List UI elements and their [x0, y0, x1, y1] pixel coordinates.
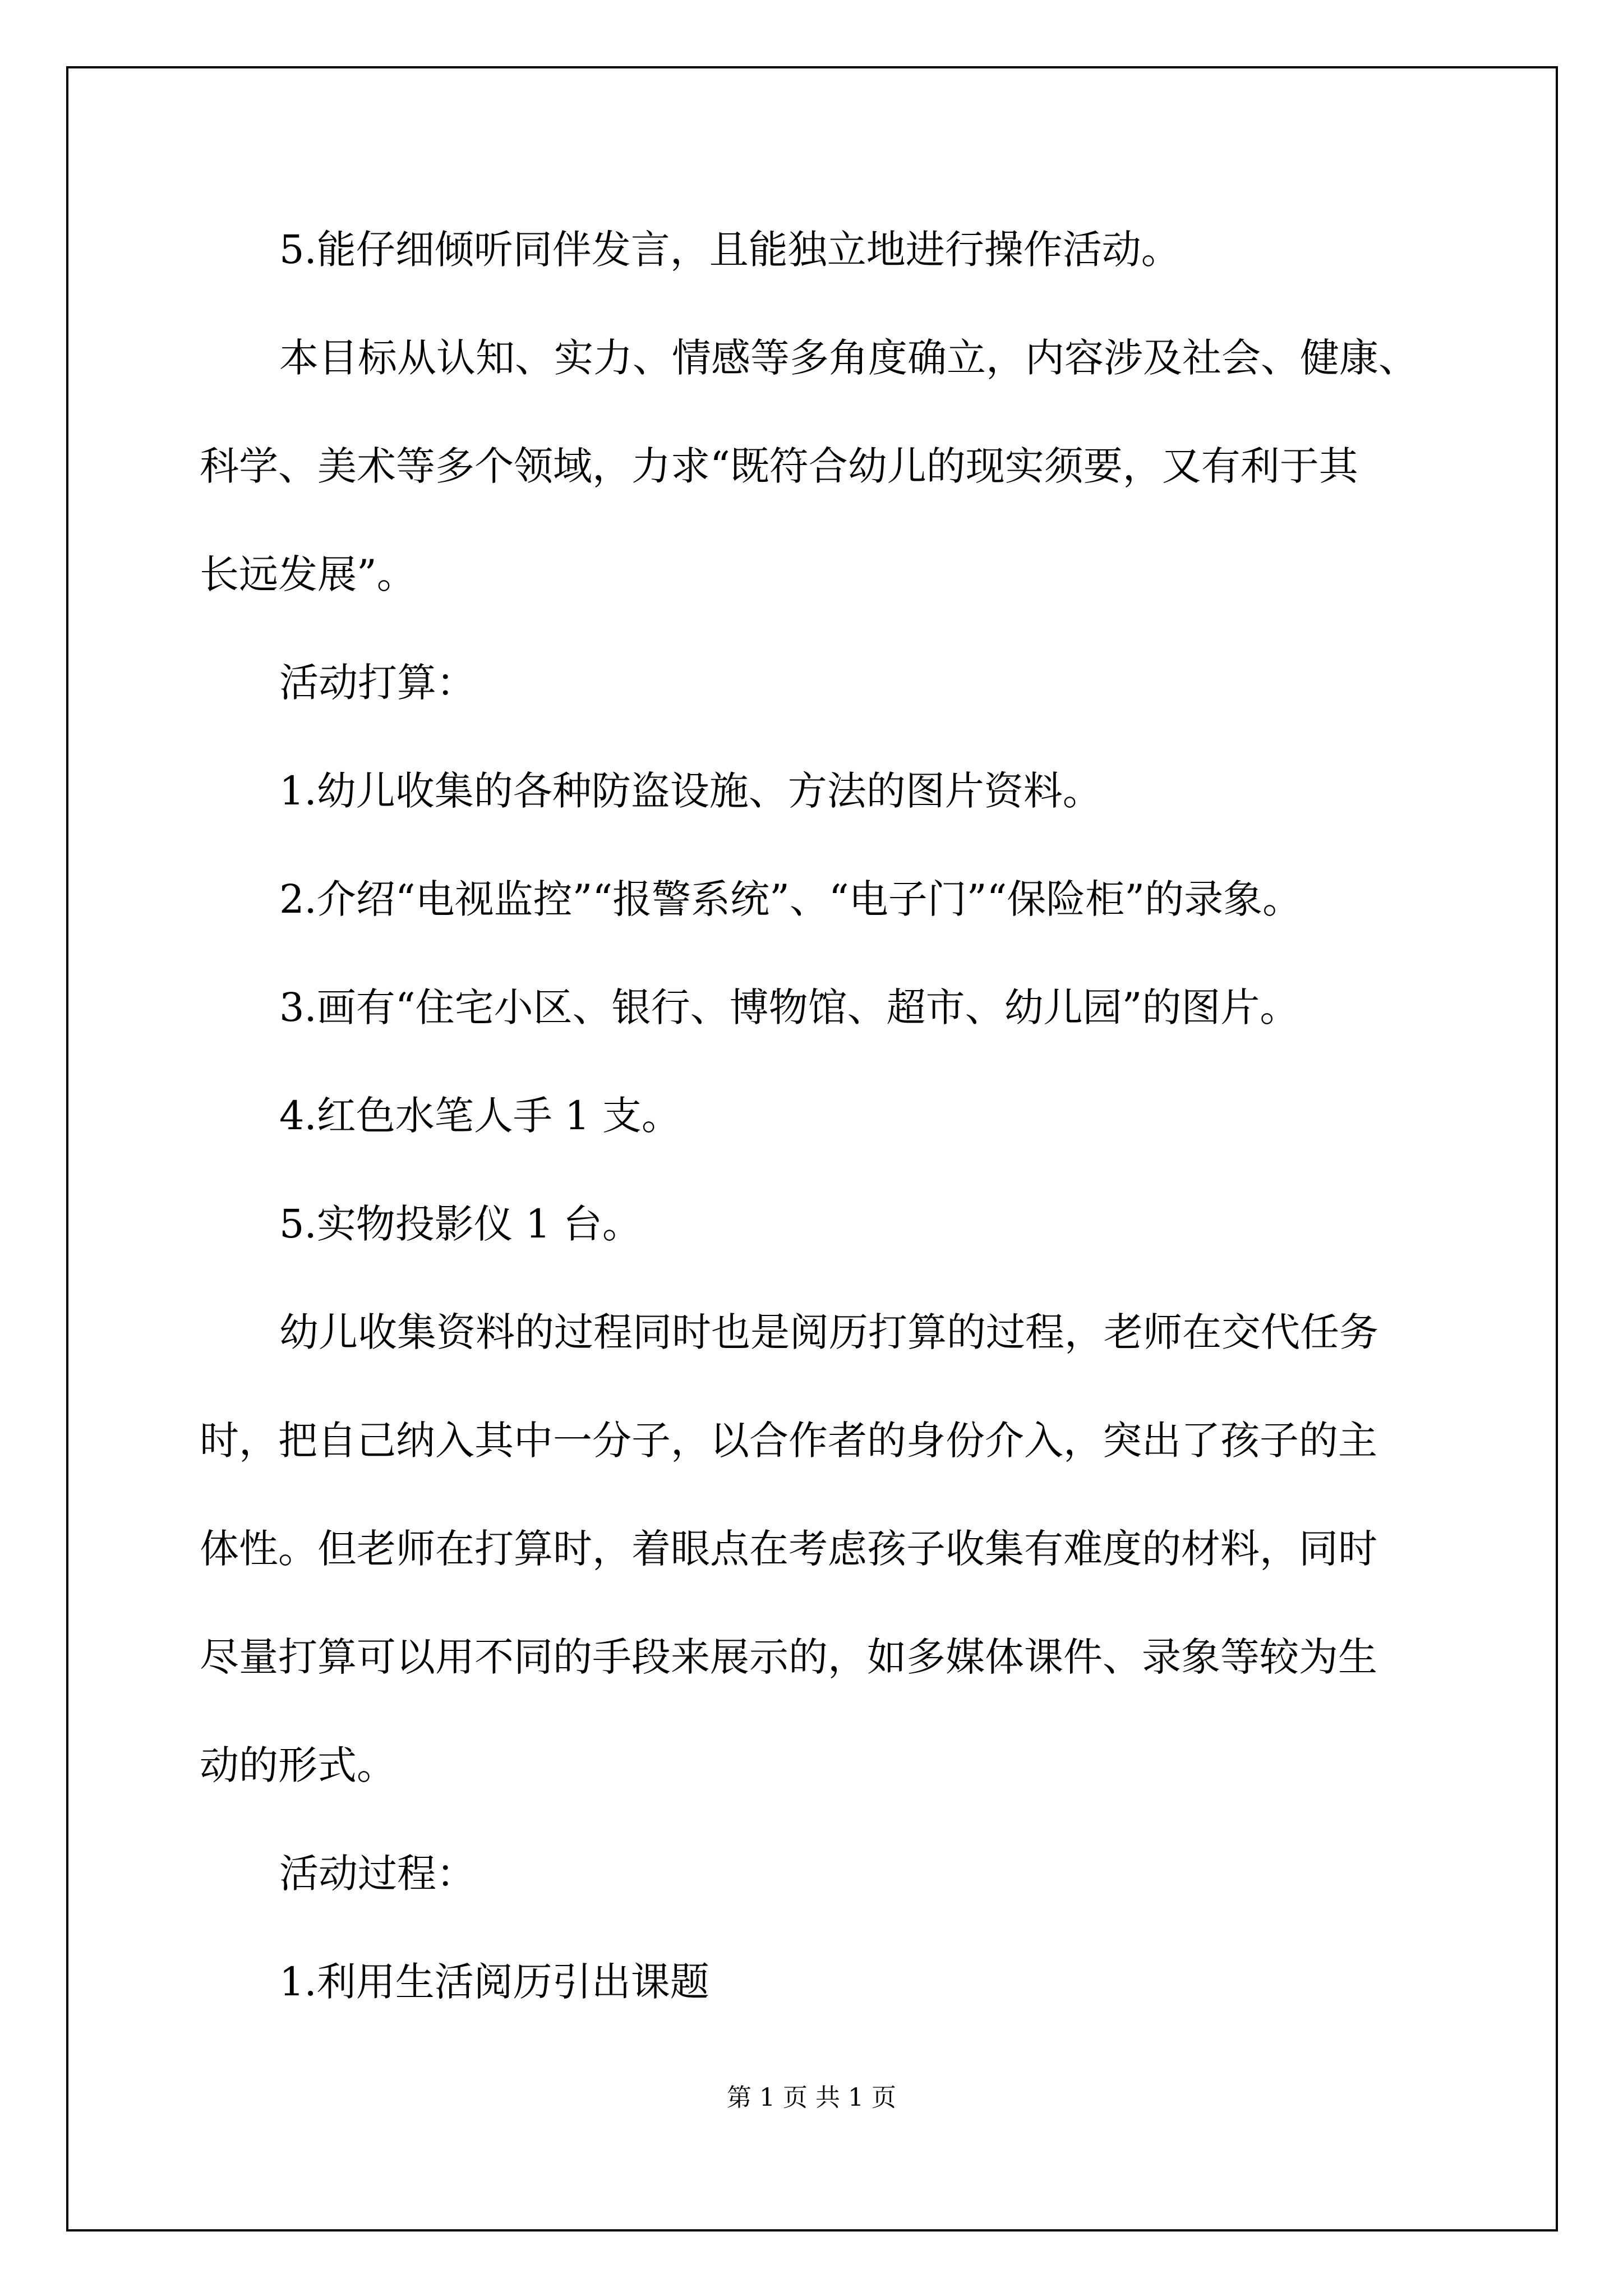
paragraph-line: 幼儿收集资料的过程同时也是阅历打算的过程，老师在交代任务: [279, 1309, 1378, 1355]
section-heading: 活动打算：: [279, 660, 476, 706]
list-item: 5.实物投影仪 1 台。: [279, 1201, 642, 1247]
paragraph-line: 本目标从认知、实力、情感等多角度确立，内容涉及社会、健康、: [279, 335, 1418, 381]
section-heading: 活动过程：: [279, 1851, 476, 1897]
list-item: 3.画有“住宅小区、银行、博物馆、超市、幼儿园”的图片。: [279, 984, 1299, 1030]
page-border: [66, 66, 1558, 2231]
paragraph-line: 科学、美术等多个领域，力求“既符合幼儿的现实须要，又有利于其: [200, 443, 1358, 489]
paragraph-line: 尽量打算可以用不同的手段来展示的，如多媒体课件、录象等较为生: [200, 1634, 1377, 1680]
paragraph-line: 时，把自己纳入其中一分子，以合作者的身份介入，突出了孩子的主: [200, 1418, 1377, 1464]
list-item: 4.红色水笔人手 1 支。: [279, 1093, 681, 1139]
list-item: 1.利用生活阅历引出课题: [279, 1959, 709, 2005]
paragraph-line: 体性。但老师在打算时，着眼点在考虑孩子收集有难度的材料，同时: [200, 1526, 1377, 1572]
paragraph-line: 动的形式。: [200, 1742, 396, 1788]
list-item: 1.幼儿收集的各种防盗设施、方法的图片资料。: [279, 768, 1102, 814]
paragraph-line: 长远发展”。: [200, 551, 416, 597]
page-footer: 第 1 页 共 1 页: [727, 2083, 896, 2112]
paragraph-line: 5.能仔细倾听同伴发言，且能独立地进行操作活动。: [279, 227, 1181, 273]
list-item: 2.介绍“电视监控”“报警系统”、“电子门”“保险柜”的录象。: [279, 876, 1302, 922]
